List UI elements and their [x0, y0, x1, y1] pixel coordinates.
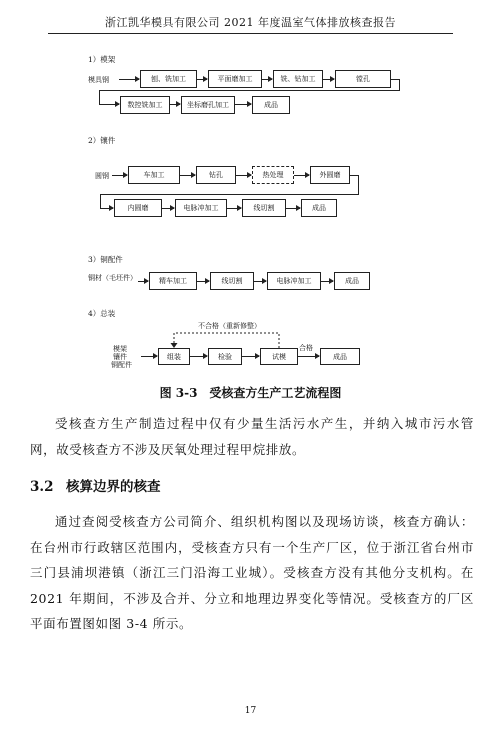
flow-insert-step-4: 外圆磨: [310, 166, 350, 184]
section-number: 3.2: [30, 479, 54, 495]
flow-insert-step-5: 内圆磨: [114, 199, 162, 217]
flow-assembly-input-1: 模架: [113, 345, 127, 353]
flow-mold-step-6: 坐标磨孔加工: [181, 96, 235, 114]
flow-assembly-input-3: 铜配件: [111, 361, 132, 369]
flow-assembly-step-1: 组装: [158, 348, 190, 365]
paragraph-boundary: 通过查阅受核查方公司简介、组织机构图以及现场访谈，核查方确认：在台州市行政辖区范围内，受核查方只有一个生产厂区，位于浙江省台州市三门县浦坝港镇（浙江三门沿海工业城）。受核查方没有其他分支机构。在 2021 年期间，不涉及合并、分立和地理边界变化等情况。受核查方的厂区平面布置图如图 3-4 所示。: [30, 514, 474, 631]
flow-assembly-step-3: 试模: [260, 348, 298, 365]
flow-mold-input: 模具钢: [88, 76, 109, 84]
flow-copper-input: 铜材（毛坯件）: [88, 274, 137, 282]
flow-assembly-product: 成品: [320, 348, 360, 365]
flow-insert-step-1: 车加工: [128, 166, 180, 184]
flow-insert-step-7: 线切割: [242, 199, 286, 217]
section-title: 核算边界的核查: [66, 479, 161, 495]
figure-caption: 图 3-3 受核查方生产工艺流程图: [159, 386, 342, 400]
page-number: 17: [244, 706, 257, 716]
flow-insert-product: 成品: [301, 199, 337, 217]
flow-mold-step-5: 数控铣加工: [120, 96, 170, 114]
flow-copper-step-1: 精车加工: [149, 272, 197, 290]
flow-mold-step-3: 铣、钻加工: [273, 70, 323, 88]
flow-insert-step-3: 热处理: [252, 166, 294, 184]
flow-mold-step-4: 镗孔: [335, 70, 391, 88]
flow-assembly-input-2: 镶件: [113, 353, 127, 361]
flow-copper-step-2: 线切割: [210, 272, 254, 290]
flow-copper-product: 成品: [334, 272, 370, 290]
flow-reject-label: 不合格（重新修整）: [198, 322, 261, 330]
flow-assembly-label: 4）总装: [88, 309, 116, 318]
flow-mold-label: 1）模架: [88, 55, 116, 64]
header-title: 浙江凯华模具有限公司 2021 年度温室气体排放核查报告: [105, 16, 396, 29]
flow-mold-step-2: 平面磨加工: [208, 70, 262, 88]
flow-assembly-step-2: 检验: [208, 348, 242, 365]
flow-insert-step-2: 钻孔: [196, 166, 236, 184]
flow-insert-input: 圆钢: [95, 172, 109, 180]
flow-insert-label: 2）镶件: [88, 136, 116, 145]
flow-copper-label: 3）铜配件: [88, 255, 123, 264]
section-heading: [30, 475, 161, 495]
flow-insert-step-6: 电脉冲加工: [175, 199, 227, 217]
flow-pass-label: 合格: [299, 344, 313, 352]
flow-mold-step-1: 刨、铣加工: [140, 70, 197, 88]
flow-copper-step-3: 电脉冲加工: [267, 272, 321, 290]
flow-mold-product: 成品: [252, 96, 290, 114]
paragraph-wastewater: 受核查方生产制造过程中仅有少量生活污水产生，并纳入城市污水管网，故受核查方不涉及厌氧处理过程甲烷排放。: [30, 416, 474, 457]
